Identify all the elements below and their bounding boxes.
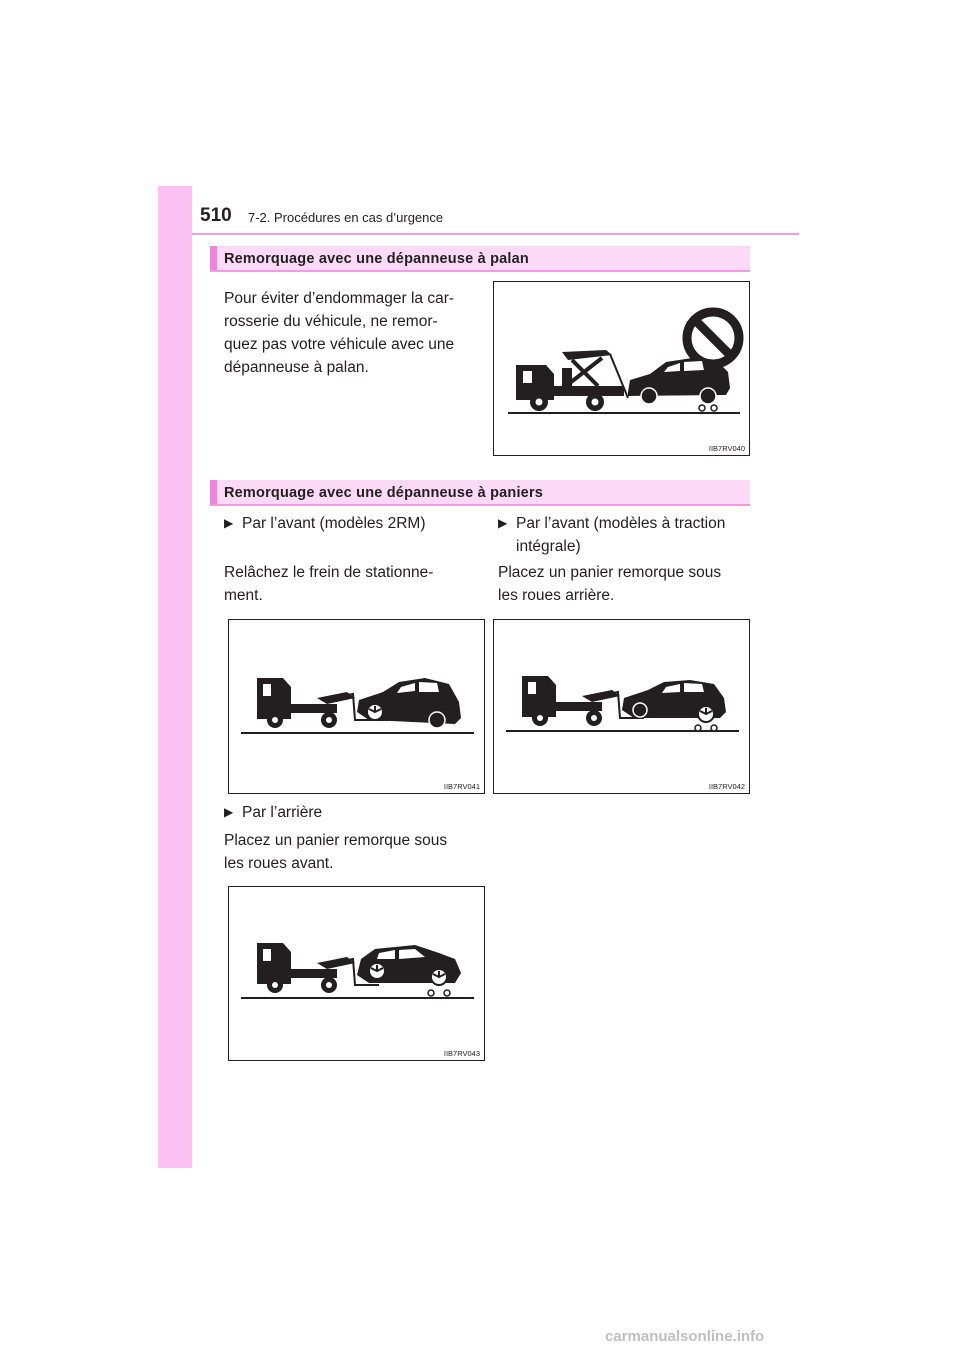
bullet-front-4wd xyxy=(498,512,768,558)
car-icon xyxy=(357,945,461,996)
footer-watermark: carmanualsonline.info xyxy=(605,1328,765,1345)
figure-wheel-lift-prohibited xyxy=(493,281,750,456)
bullet-arrow-icon: ▶ xyxy=(224,805,234,819)
figure-code: IIB7RV040 xyxy=(708,444,745,453)
text-line: dépanneuse à palan. xyxy=(224,359,369,376)
text-line: Relâchez le frein de stationne- xyxy=(224,564,434,581)
section-header-wheel-lift xyxy=(210,246,750,272)
figure-code: IIB7RV041 xyxy=(443,782,480,791)
bullet-text: Par l’avant (modèles 2RM) xyxy=(242,515,426,532)
bullet-text: Par l’arrière xyxy=(242,804,323,821)
rear-paragraph xyxy=(224,829,479,875)
bullet-text: Par l’avant (modèles à traction xyxy=(516,515,726,532)
text-line: les roues avant. xyxy=(224,855,334,872)
tow-truck-icon xyxy=(516,350,628,411)
chapter-title: 7-2. Procédures en cas d’urgence xyxy=(248,210,444,225)
bullet-text: intégrale) xyxy=(516,538,581,555)
side-color-strip xyxy=(158,186,192,1168)
text-line: quez pas votre véhicule avec une xyxy=(224,336,455,353)
figure-dolly-rear xyxy=(228,886,485,1061)
section-header-dolly xyxy=(210,480,750,506)
text-line: Pour éviter d’endommager la car- xyxy=(224,290,455,307)
car-icon xyxy=(628,358,730,411)
text-line: Placez un panier remorque sous xyxy=(498,564,722,581)
tow-truck-icon xyxy=(257,943,355,993)
text-line: Placez un panier remorque sous xyxy=(224,832,448,849)
figure-code: IIB7RV042 xyxy=(708,782,745,791)
section-title: Remorquage avec une dépanneuse à palan xyxy=(224,251,529,267)
prohibition-icon xyxy=(687,312,739,364)
page-number: 510 xyxy=(200,205,232,226)
car-icon xyxy=(622,680,726,731)
text-line: ment. xyxy=(224,587,263,604)
section-title: Remorquage avec une dépanneuse à paniers xyxy=(224,485,544,501)
bullet-arrow-icon: ▶ xyxy=(498,516,508,530)
tow-truck-icon xyxy=(257,678,355,728)
front-4wd-paragraph xyxy=(498,561,746,607)
figure-dolly-front-4wd xyxy=(493,619,750,794)
bullet-arrow-icon: ▶ xyxy=(224,516,234,530)
text-line: les roues arrière. xyxy=(498,587,615,604)
tow-truck-icon xyxy=(522,676,620,726)
bullet-rear xyxy=(224,801,502,824)
car-icon xyxy=(357,678,461,728)
figure-dolly-front-2wd xyxy=(228,619,485,794)
figure-code: IIB7RV043 xyxy=(443,1049,480,1058)
bullet-front-2wd xyxy=(224,512,502,535)
front-2wd-paragraph xyxy=(224,561,479,607)
header-rule xyxy=(192,233,799,235)
text-line: rosserie du véhicule, ne remor- xyxy=(224,313,438,330)
wheel-lift-paragraph xyxy=(224,287,479,379)
